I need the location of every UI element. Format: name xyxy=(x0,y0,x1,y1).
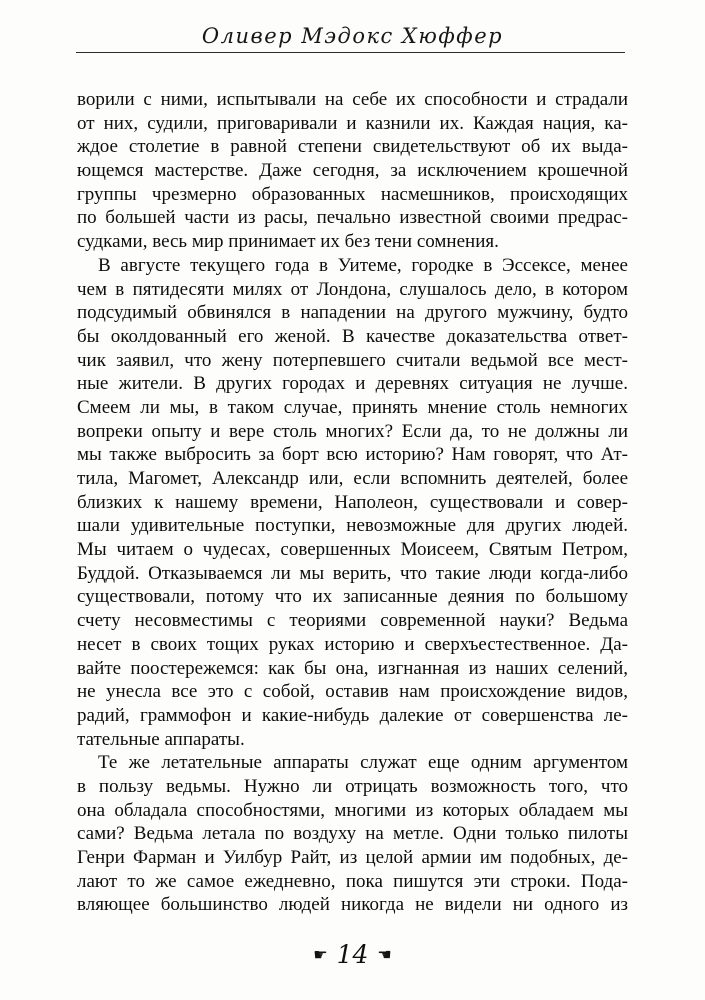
header-rule xyxy=(76,52,625,53)
paragraph xyxy=(77,88,628,254)
manicule-right-icon: ☛ xyxy=(313,945,328,964)
text-line: тила, Магомет, Александр или, если вспомнить деятелей, более xyxy=(77,468,628,489)
text-line: счету несовместимы с теориями современной науки? Ведьма xyxy=(77,610,628,632)
text-line: шали удивительные поступки, невозможные для других людей. xyxy=(77,515,628,537)
text-line: по большей части из расы, печально известной своими предрас- xyxy=(77,207,628,229)
text-line: вляющее большинство людей никогда не видели ни одного из xyxy=(77,894,628,916)
text-line: радий, граммофон и какие-нибудь далекие от совершенства ле- xyxy=(77,704,628,726)
text-line: от них, судили, приговаривали и казнили их. Каждая нация, ка- xyxy=(77,112,628,134)
text-line: ющемся мастерстве. Даже сегодня, за исключением крошечной xyxy=(77,160,628,182)
text-line: ворили с ними, испытывали на себе их способности и страдали xyxy=(77,89,628,110)
text-line: тательные аппараты. xyxy=(77,728,245,750)
text-line: несет в своих тощих руках историю и сверхъестественное. Да- xyxy=(77,633,628,655)
text-line: чик заявил, что жену потерпевшего считали ведьмой все мест- xyxy=(77,349,628,371)
text-line: не унесла все это с собой, оставив нам происхождение видов, xyxy=(77,681,628,703)
text-line: чем в пятидесяти милях от Лондона, слушалось дело, в котором xyxy=(77,278,628,300)
text-line: вайте поостережемся: как бы она, изгнанная из наших селений, xyxy=(77,657,628,679)
text-line: близких к нашему времени, Наполеон, существовали и совер- xyxy=(77,491,628,513)
text-line: Генри Фарман и Уилбур Райт, из целой армии им подобных, де- xyxy=(77,847,628,868)
manicule-left-icon: ☚ xyxy=(377,945,392,964)
paragraph xyxy=(77,751,628,917)
text-block xyxy=(77,88,628,917)
text-line: подсудимый обвинялся в нападении на другого мужчину, будто xyxy=(77,302,628,324)
text-line: группы чрезмерно образованных насмешников, происходящих xyxy=(77,183,628,205)
text-line: ные жители. В других городах и деревнях ситуация не лучше. xyxy=(77,373,628,395)
text-line: она обладала способностями, многими из которых обладаем мы xyxy=(77,799,628,821)
text-line: Мы читаем о чудесах, совершенных Моисеем, Святым Петром, xyxy=(77,539,628,561)
text-line: сами? Ведьма летала по воздуху на метле. Одни только пилоты xyxy=(77,823,628,845)
text-line: Смеем ли мы, в таком случае, принять мнение столь немногих xyxy=(77,396,628,418)
text-line: лают то же самое ежедневно, пока пишутся эти строки. Пода- xyxy=(77,870,628,892)
page-number: 14 xyxy=(336,939,369,969)
text-line: В августе текущего года в Уитеме, городке в Эссексе, менее xyxy=(98,254,628,276)
running-title: Оливер Мэдокс Хюффер xyxy=(201,24,504,48)
paragraph xyxy=(77,254,628,751)
text-line: Те же летательные аппараты служат еще одним аргументом xyxy=(98,752,628,774)
text-line: судками, весь мир принимает их без тени сомнения. xyxy=(77,231,499,253)
text-line: вопреки опыту и вере столь многих? Если да, то не должны ли xyxy=(77,420,628,442)
text-line: Буддой. Отказываемся ли мы верить, что такие люди когда-либо xyxy=(77,562,628,584)
page-footer xyxy=(0,936,705,972)
text-line: существовали, потому что их записанные деяния по большому xyxy=(77,586,628,608)
text-line: ждое столетие в равной степени свидетельствуют об их выда- xyxy=(77,136,628,158)
text-line: бы околдованный его женой. В качестве доказательства ответ- xyxy=(77,325,628,347)
text-line: в пользу ведьмы. Нужно ли отрицать возможность того, что xyxy=(77,775,628,797)
text-line: мы также выбросить за борт всю историю? Нам говорят, что Ат- xyxy=(77,444,628,466)
